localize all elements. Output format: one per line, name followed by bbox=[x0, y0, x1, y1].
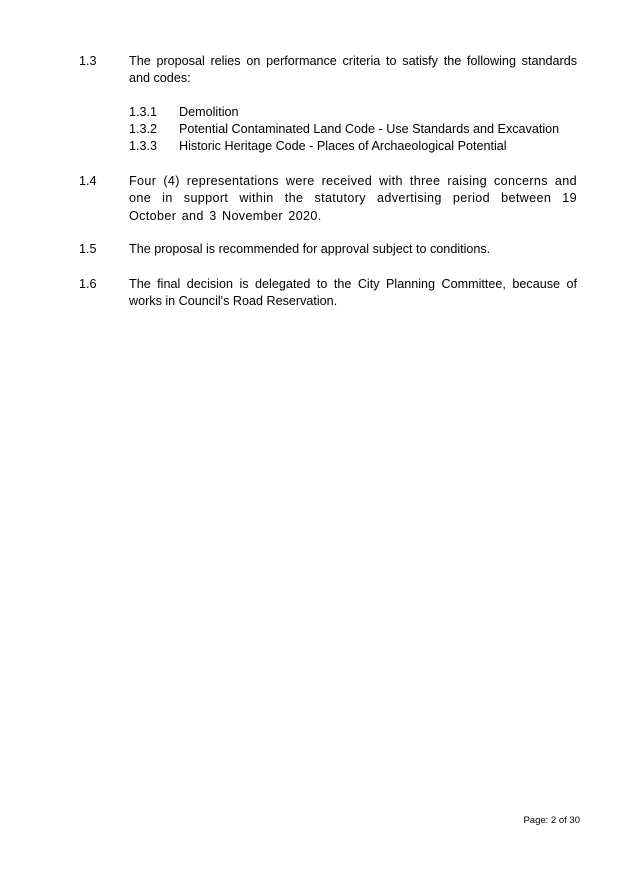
section-number: 1.6 bbox=[79, 277, 97, 291]
section-text: Four (4) representations were received with three raising concerns and one in support within the statutory advertising period between 19 October and 3 November 2020. bbox=[129, 174, 577, 223]
subitem-number: 1.3.1 bbox=[129, 105, 158, 119]
subitem-number: 1.3.3 bbox=[129, 139, 158, 153]
section-text: The final decision is delegated to the City Planning Committee, because of works in Council's Road Reservation. bbox=[129, 277, 577, 309]
section-number: 1.4 bbox=[79, 174, 97, 188]
section-number: 1.5 bbox=[79, 242, 97, 256]
subitem-text: Historic Heritage Code - Places of Archaeological Potential bbox=[179, 139, 507, 153]
section-text: The proposal is recommended for approval subject to conditions. bbox=[129, 242, 491, 256]
subitem-number: 1.3.2 bbox=[129, 122, 158, 136]
subitem-text: Demolition bbox=[179, 105, 239, 119]
section-text: The proposal relies on performance criteria to satisfy the following standards and codes: bbox=[129, 54, 577, 86]
page-number-footer: Page: 2 of 30 bbox=[523, 815, 580, 826]
section-number: 1.3 bbox=[79, 54, 97, 68]
subitem-text: Potential Contaminated Land Code - Use Standards and Excavation bbox=[179, 122, 560, 136]
